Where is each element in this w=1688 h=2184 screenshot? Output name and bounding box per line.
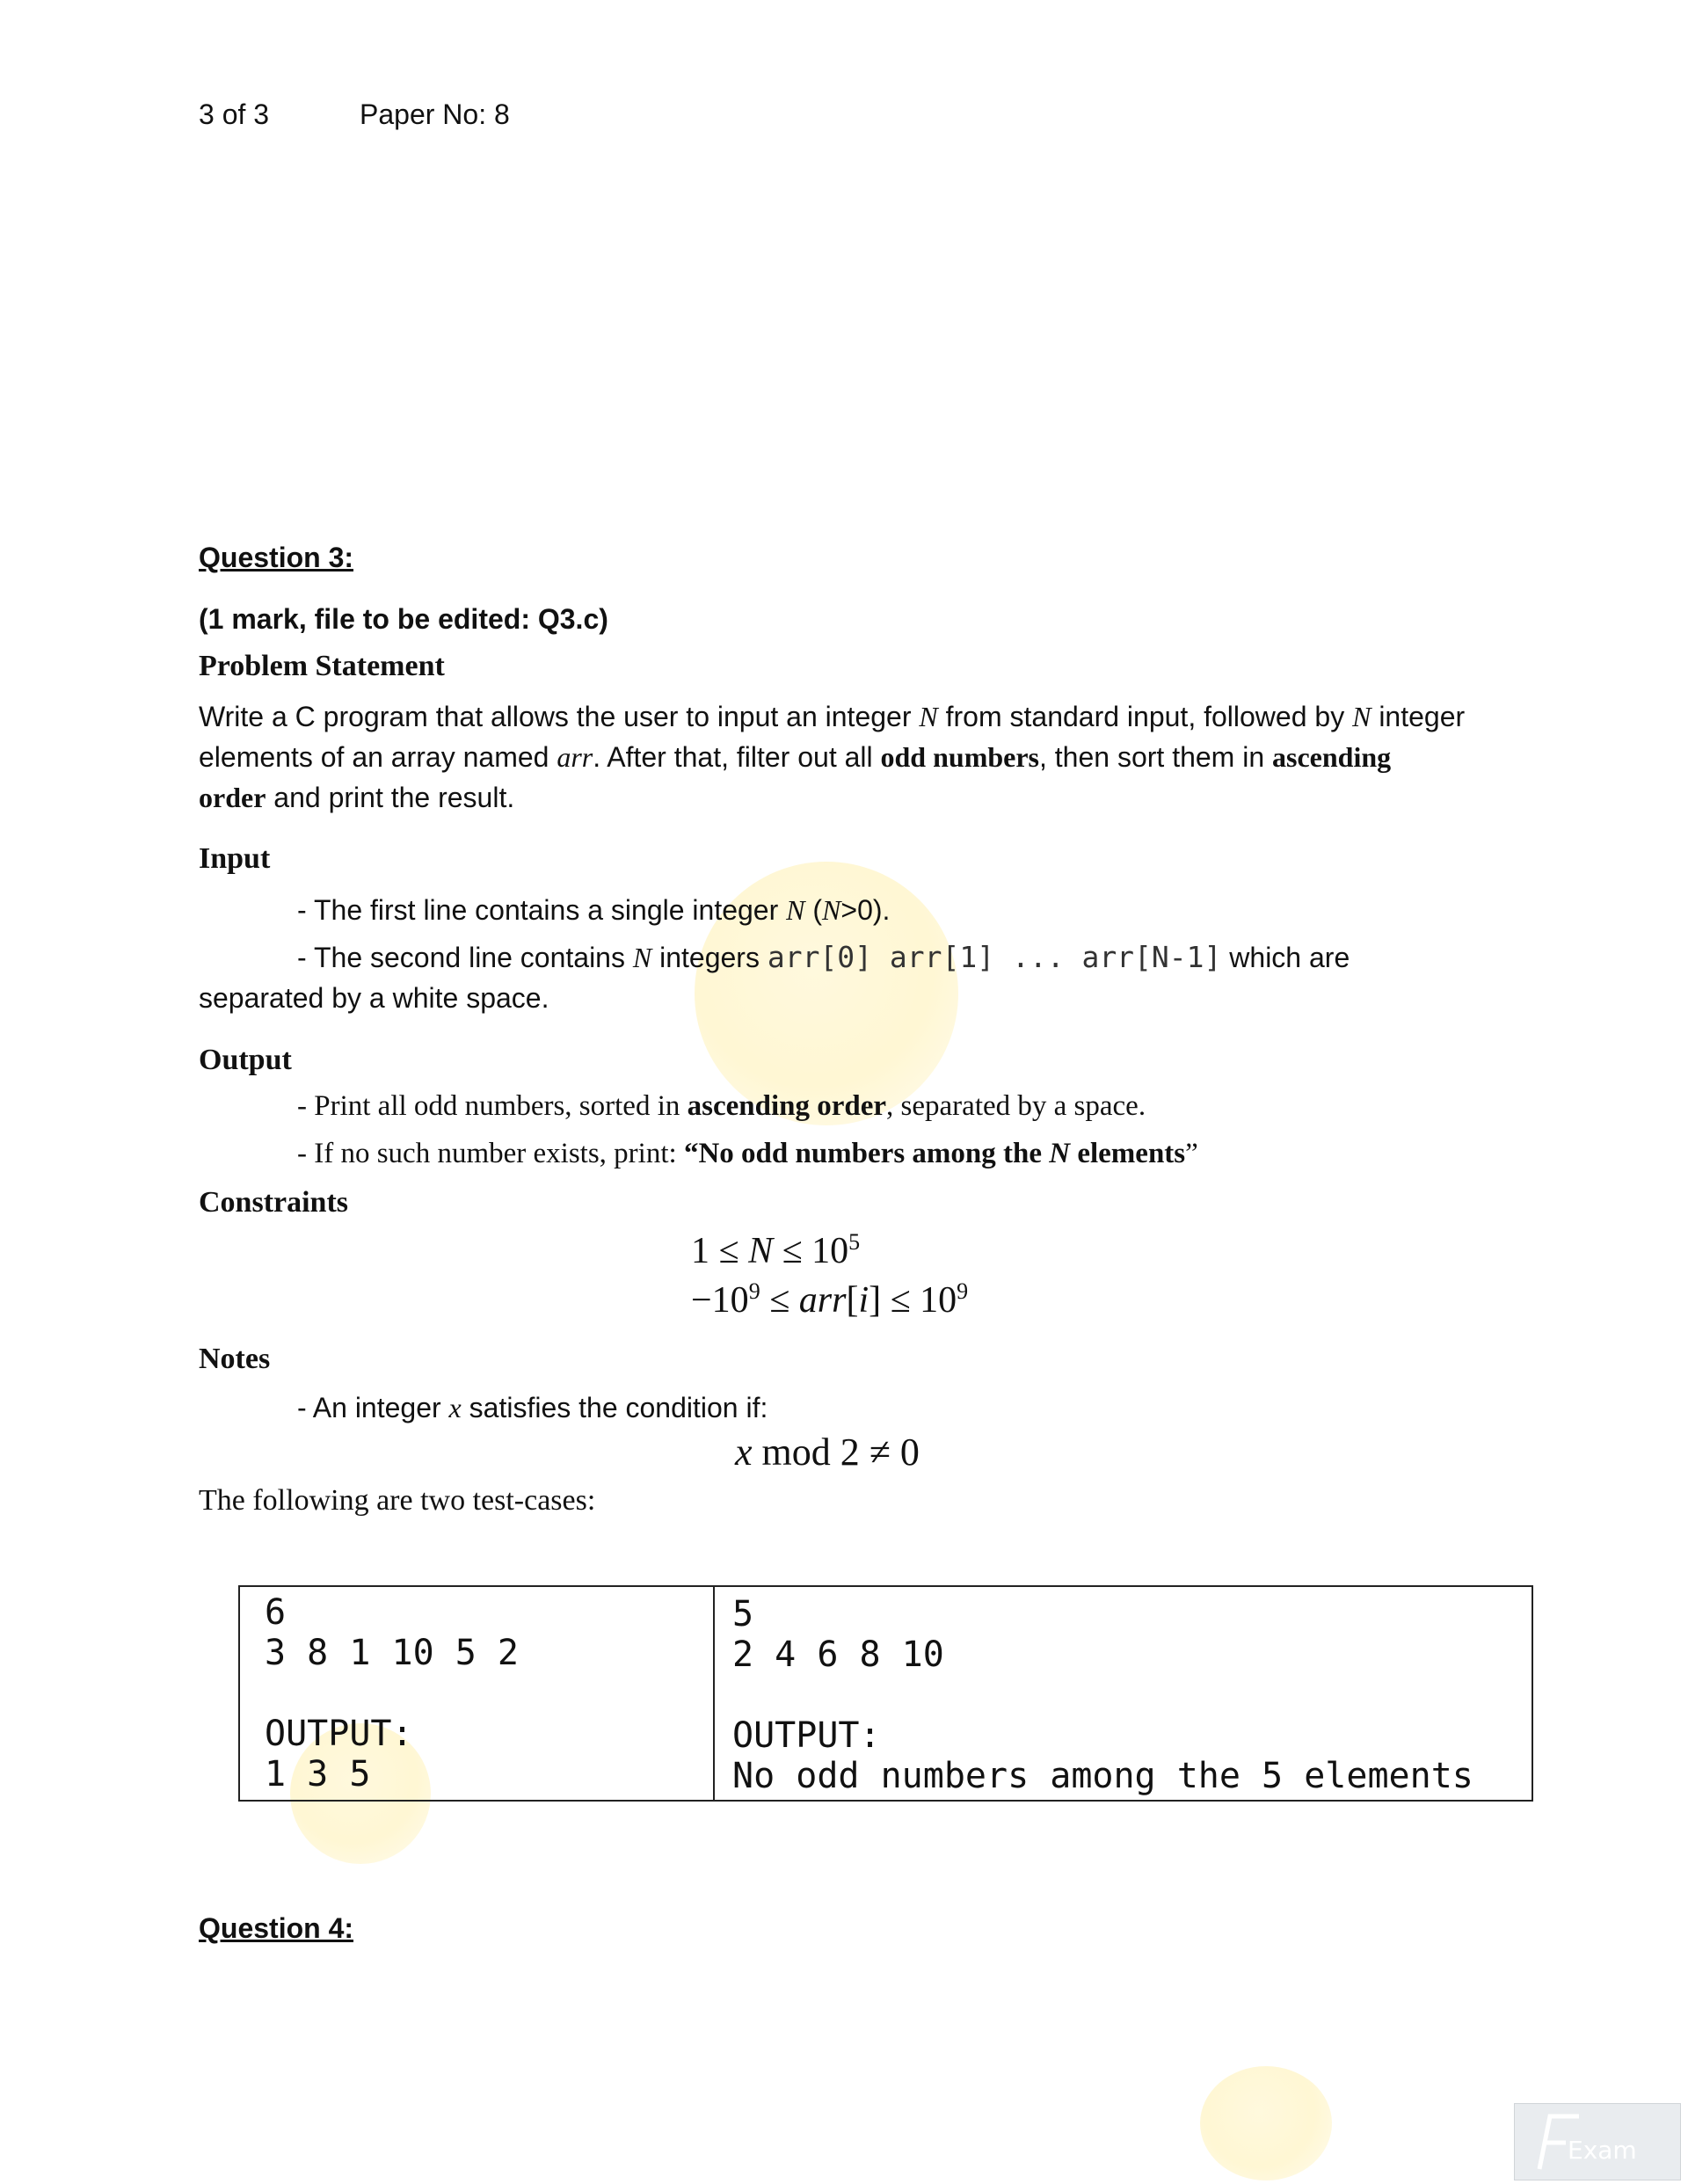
testcase-2: [714, 1586, 1532, 1801]
testcases-table: [238, 1585, 1533, 1802]
testcase-1-array: 3 8 1 10 5 2: [265, 1633, 519, 1673]
testcase-2-n: 5: [732, 1594, 754, 1634]
paper-number: Paper No: 8: [360, 98, 510, 130]
testcase-2-output: No odd numbers among the 5 elements: [732, 1756, 1473, 1796]
input-line-1: - The first line contains a single integer N (N>0).: [297, 894, 891, 926]
testcase-1: [239, 1586, 714, 1801]
problem-heading: Problem Statement: [199, 650, 445, 682]
input-line-2: - The second line contains N integers arr[0] arr[1] ... arr[N-1] which are: [297, 940, 1350, 974]
input-line-3: separated by a white space.: [199, 982, 549, 1014]
question-3-title: Question 3:: [199, 542, 354, 573]
mark-line: (1 mark, file to be edited: Q3.c): [199, 603, 608, 635]
output-line-1: - Print all odd numbers, sorted in ascending order, separated by a space.: [297, 1090, 1146, 1122]
logo-text: Exam: [1568, 2136, 1637, 2165]
testcase-1-output-label: OUTPUT:: [265, 1714, 413, 1754]
page-count: 3 of 3: [199, 98, 270, 130]
question-4-title: Question 4:: [199, 1912, 354, 1944]
constraints-heading: Constraints: [199, 1186, 349, 1219]
exam-logo: [1514, 2103, 1681, 2180]
input-heading: Input: [199, 842, 271, 875]
constraint-arr: $-10^9 \le arr[i] \le 10^9$: [691, 1278, 969, 1321]
mod-formula: x mod 2 ≠ 0: [735, 1431, 920, 1474]
testcase-1-output: 1 3 5: [265, 1754, 371, 1795]
output-line-2: - If no such number exists, print: “No odd numbers among the N elements”: [297, 1138, 1198, 1169]
testcase-2-output-label: OUTPUT:: [732, 1715, 881, 1756]
output-heading: Output: [199, 1044, 292, 1076]
testcase-2-array: 2 4 6 8 10: [732, 1634, 944, 1675]
notes-heading: Notes: [199, 1343, 271, 1375]
watermark-emoji: [1200, 2066, 1332, 2180]
constraint-n: $1 \le N \le 10^5$: [691, 1229, 861, 1271]
testcases-intro: The following are two test-cases:: [199, 1484, 596, 1517]
notes-line: - An integer x satisfies the condition if:: [297, 1392, 768, 1423]
problem-statement: Write a C program that allows the user to input an integer N from standard input, followed by N integer elements of an array named arr. After that, filter out all odd numbers, then sort them in ascending order and print the result.: [199, 701, 1466, 813]
testcase-1-n: 6: [265, 1592, 287, 1633]
